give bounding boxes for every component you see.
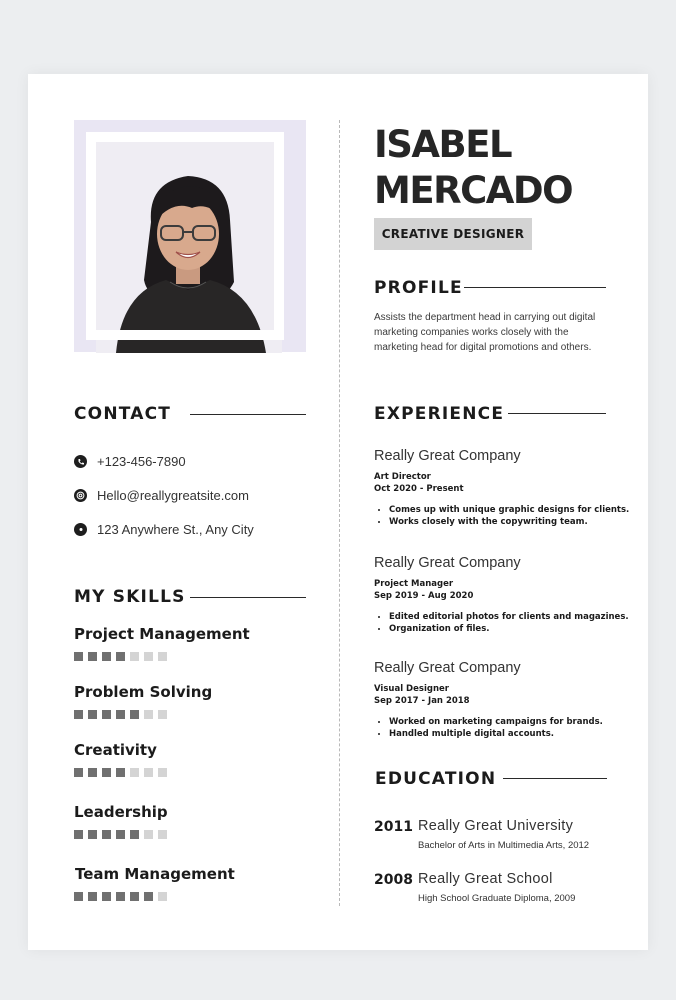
profile-rule [464, 287, 606, 288]
skill-level-dot [144, 710, 153, 719]
experience-role: Project Manager [374, 579, 454, 589]
experience-bullets [374, 611, 629, 635]
experience-heading: EXPERIENCE [374, 404, 505, 424]
skill-level-dot [158, 892, 167, 901]
skill-level-dot [116, 768, 125, 777]
skill-level-dot [158, 710, 167, 719]
job-title-badge [374, 218, 532, 250]
name-first: ISABEL [374, 123, 512, 166]
skill-level-meter [74, 830, 167, 839]
skill-level-dot [74, 830, 83, 839]
skill-level-dot [116, 710, 125, 719]
contact-email[interactable] [74, 488, 249, 503]
skill-level-dot [102, 768, 111, 777]
experience-bullets [374, 504, 629, 528]
experience-dates: Sep 2019 - Aug 2020 [374, 591, 474, 601]
job-title: CREATIVE DESIGNER [381, 227, 525, 241]
profile-text: Assists the department head in carrying out digital marketing companies works closely with the marketing head for digital promotions and others. [374, 312, 596, 353]
contact-rule [190, 414, 306, 415]
skills-heading: MY SKILLS [74, 587, 186, 607]
skill-level-dot [130, 892, 139, 901]
contact-address[interactable] [74, 522, 254, 537]
skill-level-dot [144, 652, 153, 661]
contact-phone[interactable] [74, 454, 186, 469]
skill-level-dot [130, 652, 139, 661]
contact-heading: CONTACT [74, 404, 172, 424]
skill-level-dot [130, 768, 139, 777]
experience-company: Really Great Company [374, 660, 521, 676]
phone-icon [74, 455, 87, 468]
education-heading: EDUCATION [375, 769, 497, 789]
skills-rule [190, 597, 306, 598]
education-year: 2008 [374, 872, 413, 888]
skill-level-dot [74, 652, 83, 661]
skill-name: Leadership [74, 803, 168, 821]
location-icon [74, 523, 87, 536]
skill-level-dot [88, 830, 97, 839]
skill-level-dot [88, 710, 97, 719]
skill-level-dot [116, 892, 125, 901]
contact-email-text: Hello@reallygreatsite.com [97, 488, 249, 503]
skill-level-dot [144, 768, 153, 777]
experience-company: Really Great Company [374, 555, 521, 571]
skill-level-dot [74, 892, 83, 901]
experience-bullet: • Handled multiple digital accounts. [389, 728, 603, 740]
skill-level-dot [102, 652, 111, 661]
contact-address-text: 123 Anywhere St., Any City [97, 522, 254, 537]
skill-level-dot [102, 830, 111, 839]
skill-level-dot [88, 768, 97, 777]
experience-bullet: • Edited editorial photos for clients and magazines. [389, 611, 629, 623]
experience-bullet: • Organization of files. [389, 623, 629, 635]
skill-name: Team Management [75, 865, 235, 883]
photo-frame-border [86, 132, 284, 340]
column-divider [339, 120, 340, 906]
contact-phone-text: +123-456-7890 [97, 454, 186, 469]
experience-bullet: • Comes up with unique graphic designs for clients. [389, 504, 629, 516]
skill-level-meter [74, 892, 167, 901]
skill-name: Creativity [74, 741, 157, 759]
skill-level-dot [130, 830, 139, 839]
skill-level-meter [74, 768, 167, 777]
resume-sheet [28, 74, 648, 950]
education-school: Really Great University [418, 818, 574, 834]
experience-bullet: • Works closely with the copywriting team. [389, 516, 629, 528]
experience-bullet: • Worked on marketing campaigns for brands. [389, 716, 603, 728]
skill-name: Problem Solving [74, 683, 213, 701]
skill-level-dot [74, 710, 83, 719]
skill-level-dot [88, 892, 97, 901]
skill-level-dot [144, 830, 153, 839]
experience-role: Visual Designer [374, 684, 449, 694]
experience-dates: Oct 2020 - Present [374, 484, 464, 494]
skill-level-meter [74, 652, 167, 661]
education-school: Really Great School [418, 871, 553, 887]
email-icon [74, 489, 87, 502]
skill-level-dot [102, 710, 111, 719]
skill-level-dot [88, 652, 97, 661]
experience-bullets [374, 716, 603, 740]
skill-level-dot [158, 768, 167, 777]
skill-level-dot [144, 892, 153, 901]
experience-rule [508, 413, 606, 414]
skill-level-dot [116, 830, 125, 839]
skill-level-dot [158, 830, 167, 839]
education-year: 2011 [374, 819, 413, 835]
profile-heading: PROFILE [374, 278, 463, 298]
education-rule [503, 778, 607, 779]
experience-role: Art Director [374, 472, 431, 482]
skill-level-dot [130, 710, 139, 719]
name-last: MERCADO [374, 169, 573, 212]
education-degree: High School Graduate Diploma, 2009 [418, 893, 576, 904]
skill-level-meter [74, 710, 167, 719]
education-degree: Bachelor of Arts in Multimedia Arts, 2012 [418, 840, 590, 851]
experience-company: Really Great Company [374, 448, 521, 464]
skill-name: Project Management [74, 625, 250, 643]
skill-level-dot [74, 768, 83, 777]
skill-level-dot [116, 652, 125, 661]
experience-dates: Sep 2017 - Jan 2018 [374, 696, 470, 706]
skill-level-dot [158, 652, 167, 661]
skill-level-dot [102, 892, 111, 901]
